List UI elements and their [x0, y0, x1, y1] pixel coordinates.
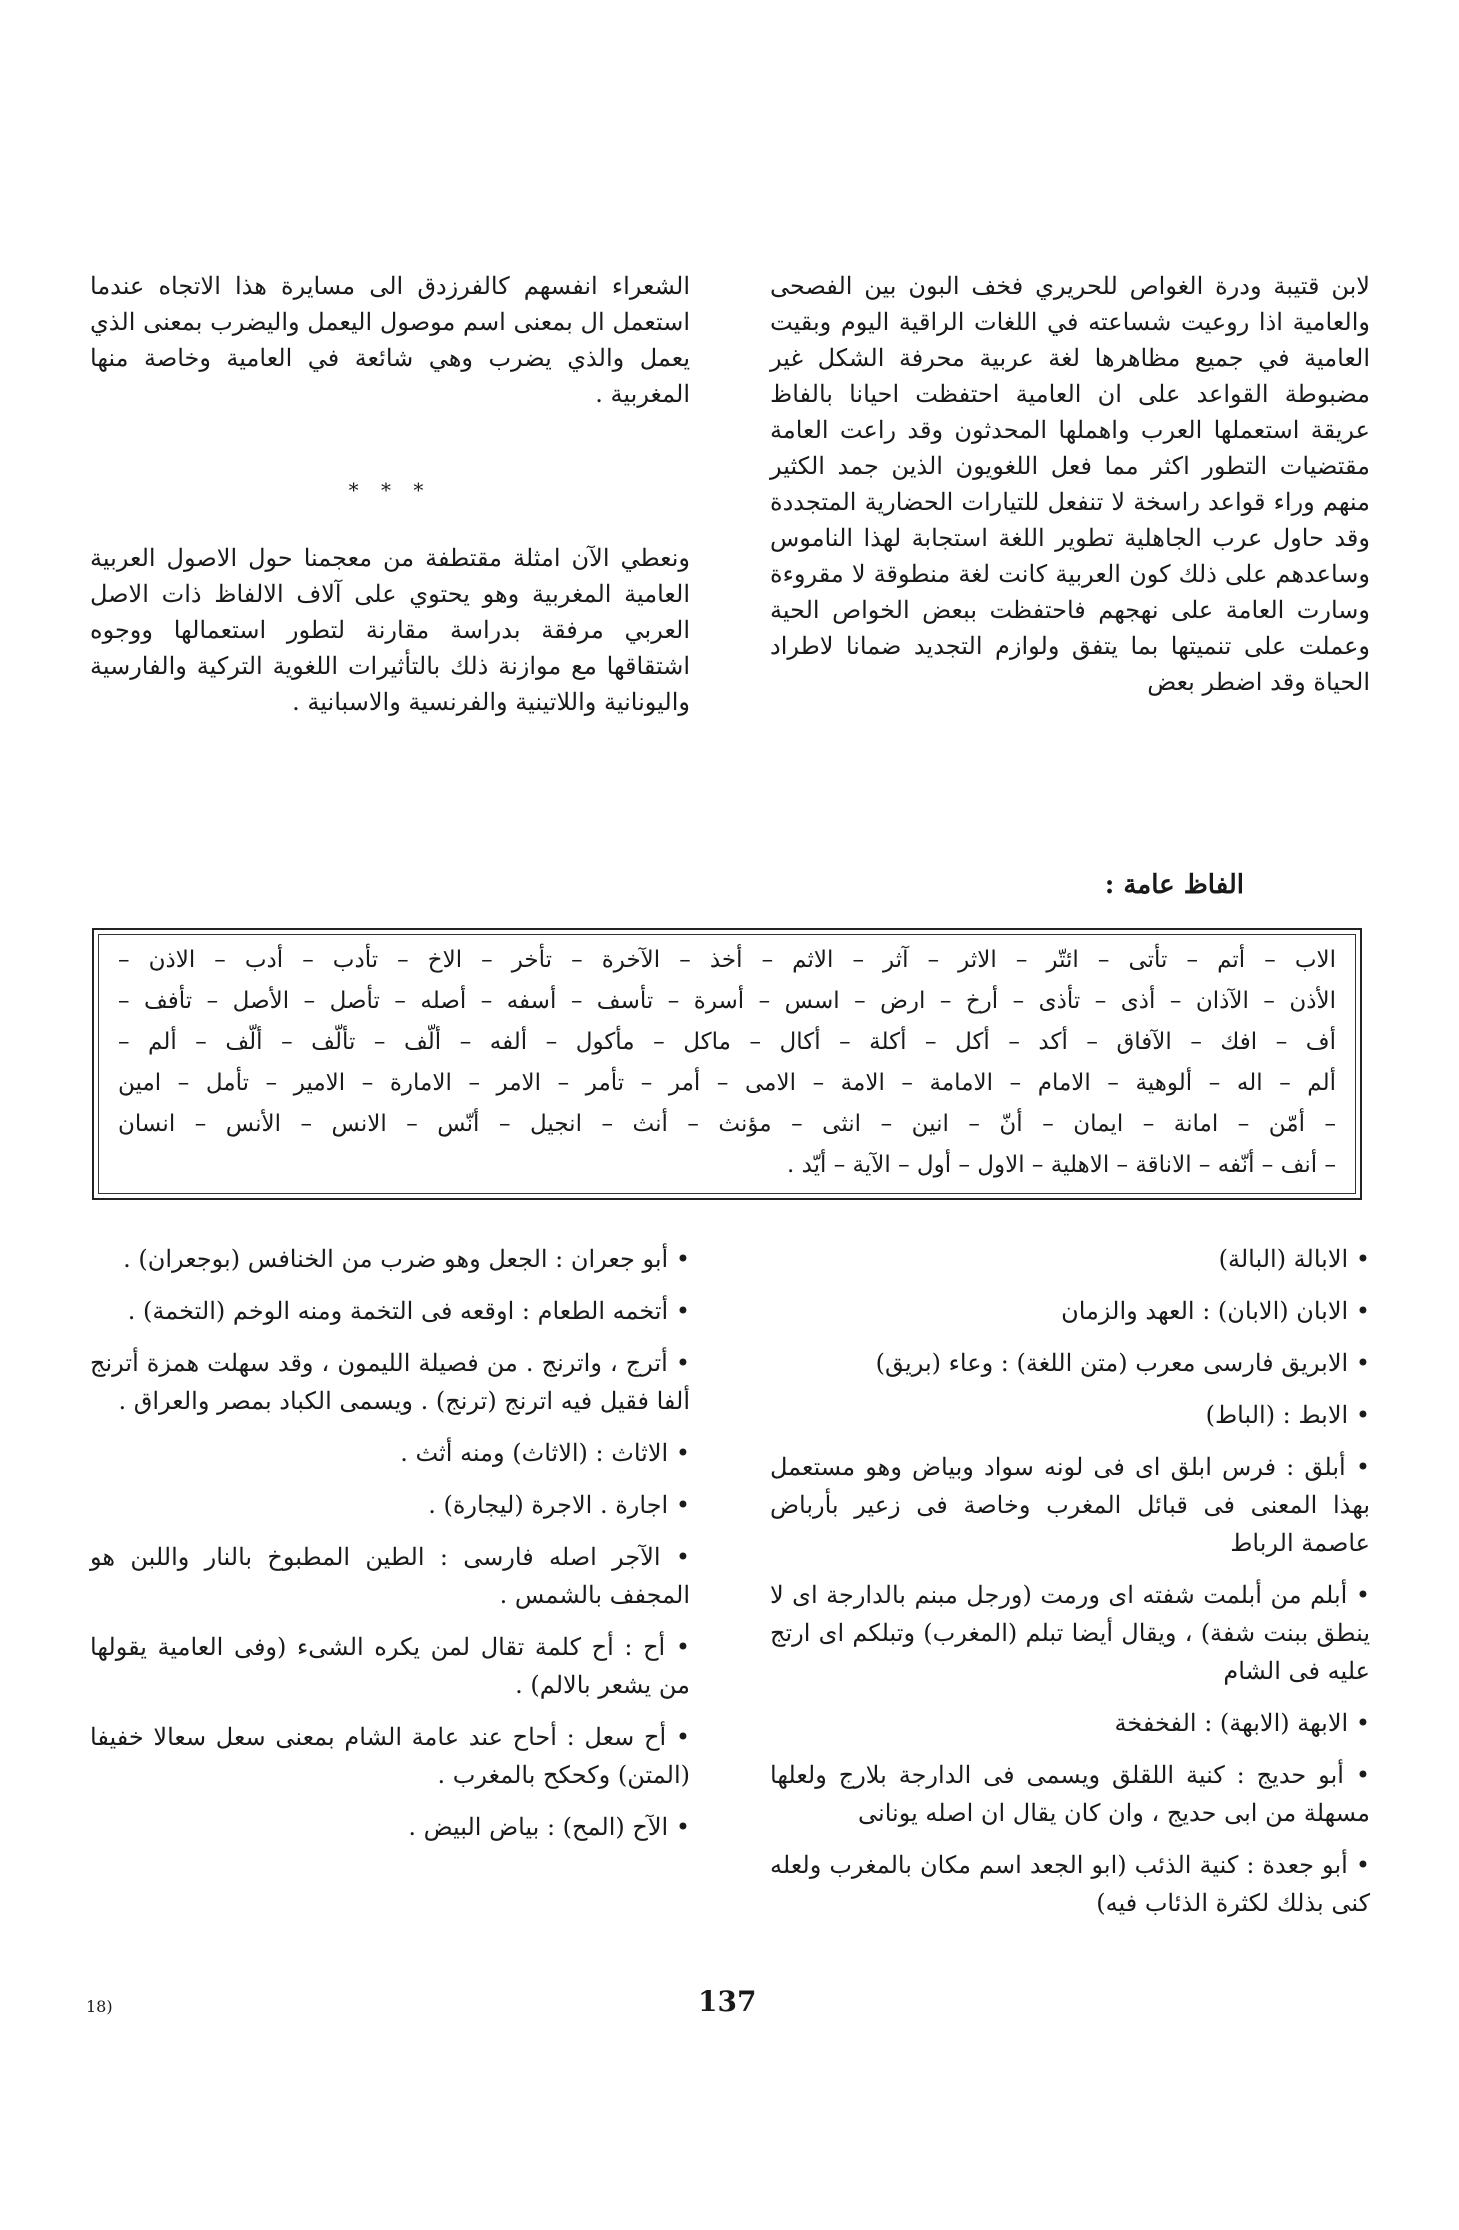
- word-list-line: الاب – أتم – تأتى – ائتّر – الاثر – آثر – الاثم – أخذ – الآخرة – تأخر – الاخ – تأدب – أدب – الاذن –: [118, 947, 1336, 973]
- page-number: 137: [698, 1985, 757, 2018]
- word-list-line: أف – افك – الآفاق – أكد – أكل – أكلة – أكال – ماكل – مأكول – ألفه – ألّف – تألّف – ألّف – ألم –: [118, 1029, 1336, 1055]
- dictionary-entry: • أبلق : فرس ابلق اى فى لونه سواد وبياض وهو مستعمل بهذا المعنى فى قبائل المغرب وخاصة فى زعير بأرباض عاصمة الرباط: [770, 1453, 1370, 1557]
- dictionary-entry: • أبلم من أبلمت شفته اى ورمت (ورجل مبنم بالدارجة اى لا ينطق ببنت شفة) ، ويقال أيضا تبلم (المغرب) وتبلكم اى ارتج عليه فى الشام: [770, 1581, 1370, 1685]
- top-right-paragraph: لابن قتيبة ودرة الغواص للحريري فخف البون بين الفصحى والعامية اذا روعيت شساعته في اللغات الراقية اليوم وبقيت العامية في جميع مظاهرها لغة عربية محرفة الشكل غير مضبوطة القواعد على ان العامية احتفظت احيانا بالفاظ عريقة استعملها العرب واهملها المحدثون وقد راعت العامة مقتضيات التطور اكثر مما فعل اللغويون الذين جمد الكثير منهم وراء قواعد راسخة لا تنفعل للتيارات الحضارية المتجددة وقد حاول عرب الجاهلية تطوير اللغة استجابة لهذا الناموس وساعدهم على ذلك كون العربية كانت لغة منطوقة لا مقروءة وسارت العامة على نهجهم فاحتفظت ببعض الخواص الحية وعملت على تنميتها بما يتفق ولوازم التجديد ضمانا لاطراد الحياة وقد اضطر بعض: [770, 272, 1370, 696]
- dictionary-entry: • الابط : (الباط): [1205, 1401, 1370, 1429]
- dictionary-entry: • الآح (المح) : بياض البيض .: [408, 1813, 690, 1841]
- top-left-paragraph-1: الشعراء انفسهم كالفرزدق الى مسايرة هذا الاتجاه عندما استعمل ال بمعنى اسم موصول اليعمل واليضرب بمعنى الذي يعمل والذي يضرب وهي شائعة في العامية وخاصة منها المغربية .: [90, 272, 690, 408]
- word-list-line: ألم – اله – ألوهية – الامام – الامامة – الامة – الامى – أمر – تأمر – الامر – الامارة – الامير – تأمل – امين: [118, 1070, 1336, 1096]
- dictionary-entry: • أبو جعدة : كنية الذئب (ابو الجعد اسم مكان بالمغرب ولعله كنى بذلك لكثرة الذئاب فيه): [770, 1851, 1370, 1917]
- dictionary-entry: • الابان (الابان) : العهد والزمان: [1061, 1297, 1370, 1325]
- left-entries-column: [90, 1240, 690, 1860]
- section-separator: * * *: [348, 478, 432, 502]
- dictionary-entry: • الابريق فارسى معرب (متن اللغة) : وعاء (بريق): [875, 1349, 1370, 1377]
- top-right-column: [770, 268, 1370, 700]
- right-entries-column: [770, 1240, 1370, 1936]
- footnote-mark: 18): [86, 1997, 113, 2016]
- dictionary-entry: • أتخمه الطعام : اوقعه فى التخمة ومنه الوخم (التخمة) .: [127, 1297, 690, 1325]
- word-list-inner-border: [98, 934, 1356, 1194]
- top-left-column: [90, 268, 690, 412]
- dictionary-entry: • الاثاث : (الاثاث) ومنه أثث .: [400, 1439, 690, 1467]
- section-heading: الفاظ عامة :: [1104, 870, 1244, 900]
- dictionary-entry: • أبو حديج : كنية اللقلق ويسمى فى الدارجة بلارج ولعلها مسهلة من ابى حديج ، وان كان يقال ان اصله يونانى: [770, 1761, 1370, 1827]
- dictionary-entry: • اجارة . الاجرة (ليجارة) .: [428, 1491, 690, 1519]
- dictionary-entry: • أح : أح كلمة تقال لمن يكره الشىء (وفى العامية يقولها من يشعر بالالم) .: [90, 1633, 690, 1699]
- dictionary-entry: • أح سعل : أحاح عند عامة الشام بمعنى سعل سعالا خفيفا (المتن) وكحكح بالمغرب .: [90, 1723, 690, 1789]
- dictionary-entry: • أبو جعران : الجعل وهو ضرب من الخنافس (بوجعران) .: [123, 1245, 690, 1273]
- top-left-paragraph-2: ونعطي الآن امثلة مقتطفة من معجمنا حول الاصول العربية العامية المغربية وهو يحتوي على آلاف الالفاظ ذات الاصل العربي مرفقة بدراسة مقارنة لتطور استعمالها ووجوه اشتقاقها مع موازنة ذلك بالتأثيرات اللغوية التركية والفارسية واليونانية واللاتينية والفرنسية والاسبانية .: [90, 544, 690, 716]
- dictionary-entry: • الابهة (الابهة) : الفخفخة: [1114, 1709, 1370, 1737]
- top-left-column-continued: [90, 540, 690, 720]
- dictionary-entry: • الآجر اصله فارسى : الطين المطبوخ بالنار واللبن هو المجفف بالشمس .: [90, 1543, 690, 1609]
- word-list-box: [92, 928, 1362, 1200]
- dictionary-entry: • أترج ، واترنج . من فصيلة الليمون ، وقد سهلت همزة أترنج ألفا فقيل فيه اترنج (ترنج) . ويسمى الكباد بمصر والعراق .: [90, 1349, 690, 1415]
- dictionary-entry: • الابالة (البالة): [1218, 1245, 1370, 1273]
- word-list-line: – أنف – أنّفه – الاناقة – الاهلية – الاول – أول – الآية – أيّد .: [786, 1152, 1336, 1178]
- word-list-line: الأذن – الآذان – أذى – تأذى – أرخ – ارض – اسس – أسرة – تأسف – أسفه – أصله – تأصل – الأصل – تأفف –: [118, 988, 1336, 1014]
- word-list-line: – أمّن – امانة – ايمان – أنّ – انين – انثى – مؤنث – أنث – انجيل – أنّس – الانس – الأنس – انسان: [118, 1111, 1336, 1137]
